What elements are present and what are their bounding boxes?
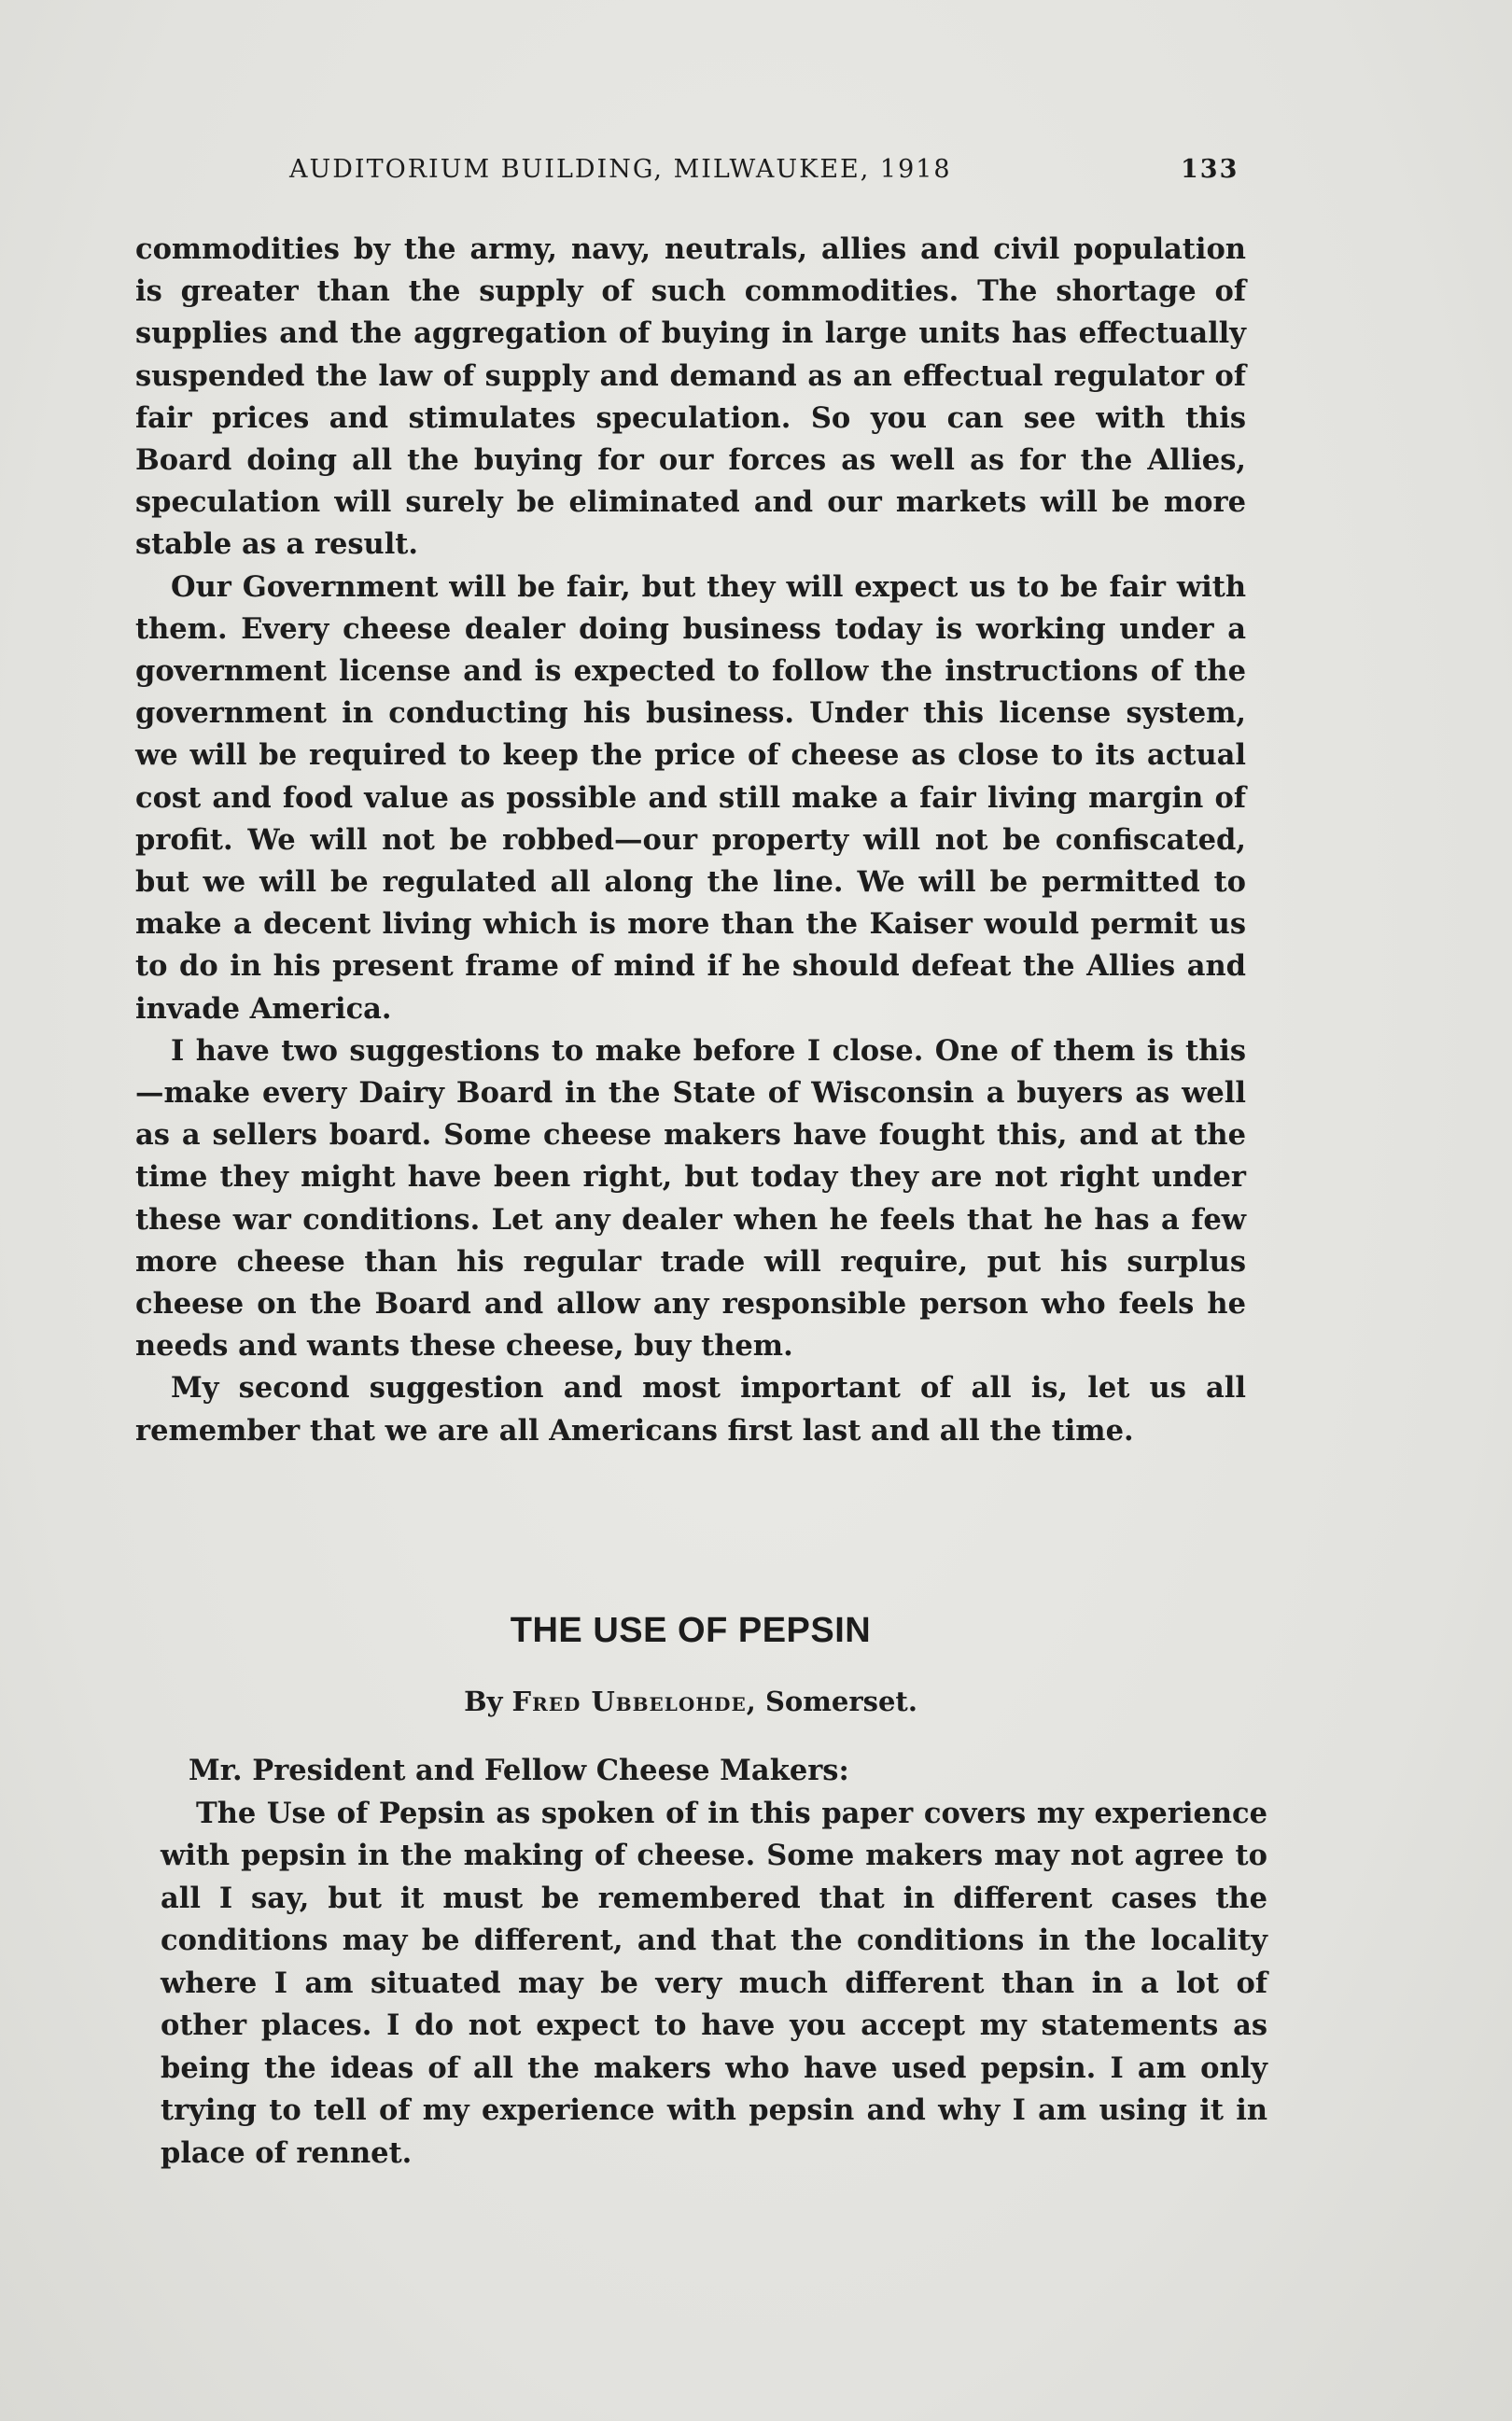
paragraph-2: Our Government will be fair, but they will expect us to be fair with them. Every cheese dealer doing business today is working under a government license and is expected to follow the instructions of the government in conducting his business. Under this license system, we will be required to keep the price of cheese as close to its actual cost and food value as possible and still make a fair living margin of profit. We will not be robbed—our property will not be confiscated, but we will be regulated all along the line. We will be permitted to make a decent living which is more than the Kaiser would permit us to do in his present frame of mind if he should defeat the Allies and invade America.: [135, 569, 1246, 1026]
byline-location: , Somerset.: [746, 1686, 917, 1717]
page-number: 133: [1181, 155, 1239, 184]
article-body: [161, 1750, 1267, 2175]
salutation: Mr. President and Fellow Cheese Makers:: [189, 1754, 849, 1787]
paragraph-3: I have two suggestions to make before I close. One of them is this—make every Dairy Board in the State of Wisconsin a buyers as well as a sellers board. Some cheese makers have fought this, and at the time they might have been right, but today they are not right under these war conditions. Let any dealer when he feels that he has a few more cheese than his regular trade will require, put his surplus cheese on the Board and allow any responsible person who feels he needs and wants these cheese, buy them.: [135, 1033, 1246, 1364]
paragraph-1: commodities by the army, navy, neutrals, allies and civil population is greater than the supply of such commodities. The shortage of supplies and the aggregation of buying in large units has effectually suspended the law of supply and demand as an effectual regulator of fair prices and stimulates speculation. So you can see with this Board doing all the buying for our forces as well as for the Allies, speculation will surely be eliminated and our markets will be more stable as a result.: [135, 232, 1246, 562]
body-text: [135, 229, 1246, 1452]
article-title: THE USE OF PEPSIN: [510, 1611, 872, 1650]
article-byline: [135, 1686, 1246, 1717]
byline-author: Fred Ubbelohde: [511, 1686, 747, 1717]
paragraph-4: My second suggestion and most important of all is, let us all remember that we are all Americans first last and all the time.: [135, 1371, 1246, 1448]
running-title: AUDITORIUM BUILDING, MILWAUKEE, 1918: [289, 155, 952, 184]
byline-prefix: By: [464, 1686, 503, 1717]
article-paragraph-1: The Use of Pepsin as spoken of in this paper covers my experience with pepsin in the making of cheese. Some makers may not agree to all I say, but it must be remembered that in different cases the conditions may be different, and that the conditions in the locality where I am situated may be very much different than in a lot of other places. I do not expect to have you accept my statements as being the ideas of all the makers who have used pepsin. I am only trying to tell of my experience with pepsin and why I am using it in place of rennet.: [161, 1796, 1267, 2170]
